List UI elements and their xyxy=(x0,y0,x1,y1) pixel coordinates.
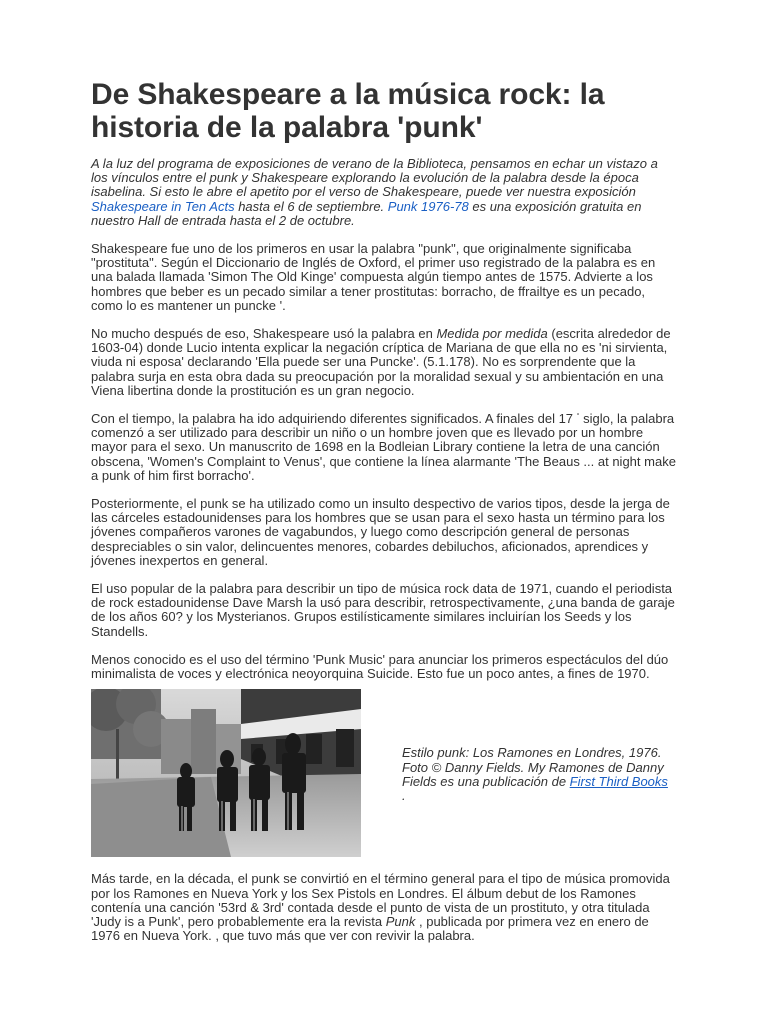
intro-text-before: A la luz del programa de exposiciones de verano de la Biblioteca, pensamos en echar un vistazo a los vínculos entre el punk y Shakespeare explorando la evolución de la palabra desde la época isabelina. Si esto le abre el apetito por el verso de Shakespeare, puede ver nuestra exposición xyxy=(91,156,658,200)
paragraph-1: Shakespeare fue uno de los primeros en usar la palabra "punk", que originalmente significaba "prostituta". Según el Diccionario de Inglés de Oxford, el primer uso registrado de la palabra es en una balada llamada 'Simon The Old Kinge' compuesta algún tiempo antes de 1575. Advierte a los hombres que beber es un pecado similar a tener prostitutas: borracho, de ffrailtye es un pecado, como lo es mantener un puncke '. xyxy=(91,241,656,313)
p2-before: No mucho después de eso, Shakespeare usó la palabra en xyxy=(91,326,437,342)
p3-after: siglo, la palabra comenzó a ser utilizado para describir un niño o un hombre joven que es llevado por un hombre mayor para el sexo. Un manuscrito de 1698 en la Bodleian Library contiene la letra de una canción obscena, 'Women's Complaint to Venus', que contiene la línea alarmante 'The Beaus ... at night make a punk of him first borracho'. xyxy=(91,411,676,483)
shakespeare-exhibition-link[interactable]: Shakespeare in Ten Acts xyxy=(91,198,235,214)
p2-after: (escrita alrededor de 1603-04) donde Lucio intenta explicar la negación críptica de Mariana de que ella no es 'ni sirvienta, viuda ni esposa' declarando 'Ella puede ser una Puncke'. (5.1.178). No es sorprendente que la palabra surja en esta obra dada su preocupación por la moralidad sexual y su ambientación en una Viena libertina donde la prostitución es un gran negocio. xyxy=(91,326,671,398)
p3-superscript: ° xyxy=(576,413,580,421)
p7-before: Más tarde, en la década, el punk se convirtió en el término general para el tipo de música promovida por los Ramones en Nueva York y los Sex Pistols en Londres. El álbum debut de los Ramones contenía una canción '53rd & 3rd' contada desde el punto de vista de un prostituto, y otra titulada 'Judy is a Punk', pero probablemente era la revista xyxy=(91,871,670,929)
p7-emphasis: Punk xyxy=(385,913,416,929)
paragraph-6: Menos conocido es el uso del término 'Punk Music' para anunciar los primeros espectáculos del dúo minimalista de voces y electrónica neoyorquina Suicide. Esto fue un poco antes, a fines de 1970. xyxy=(91,651,669,682)
article-intro xyxy=(91,157,677,228)
paragraph-3 xyxy=(91,412,677,483)
paragraph-4: Posteriormente, el punk se ha utilizado como un insulto despectivo de varios tipos, desde la jerga de las cárceles estadounidenses para los hombres que se usan para el sexo hasta un término para los jóvenes compañeros varones de vagabundos, y luego como descripción general de personas despreciables o sin valor, delincuentes menores, cobardes debiluchos, aficionados, aprendices y jóvenes inexpertos en general. xyxy=(91,496,670,568)
figure xyxy=(91,689,677,859)
photo-illustration xyxy=(91,689,361,857)
ramones-street-photo-icon xyxy=(91,689,361,857)
article xyxy=(91,78,677,943)
figure-caption xyxy=(402,746,672,803)
caption-end: . xyxy=(402,787,406,803)
intro-text-middle: hasta el 6 de septiembre. xyxy=(234,198,388,214)
caption-text: Estilo punk: Los Ramones en Londres, 1976. Foto © Danny Fields. My Ramones de Danny Fields es una publicación de xyxy=(402,745,664,789)
paragraph-2 xyxy=(91,327,677,398)
intro-text-after: es una exposición gratuita en nuestro Hall de entrada hasta el 2 de octubre. xyxy=(91,198,642,228)
p3-before: Con el tiempo, la palabra ha ido adquiriendo diferentes significados. A finales del 17 xyxy=(91,411,577,427)
punk-exhibition-link[interactable]: Punk 1976-78 xyxy=(387,198,469,214)
p2-emphasis: Medida por medida xyxy=(436,326,548,342)
p7-after: , publicada por primera vez en enero de 1976 en Nueva York. , que tuvo más que ver con revivir la palabra. xyxy=(91,913,649,944)
paragraph-5: El uso popular de la palabra para describir un tipo de música rock data de 1971, cuando el periodista de rock estadounidense Dave Marsh la usó para describir, retrospectivamente, ¿una banda de garaje de los años 60? y los Mysterianos. Grupos estilísticamente similares incluirían los Seeds y los Standells. xyxy=(91,581,675,639)
first-third-books-link[interactable]: First Third Books xyxy=(569,773,668,789)
article-title: De Shakespeare a la música rock: la historia de la palabra 'punk' xyxy=(91,78,605,144)
paragraph-7 xyxy=(91,872,677,943)
